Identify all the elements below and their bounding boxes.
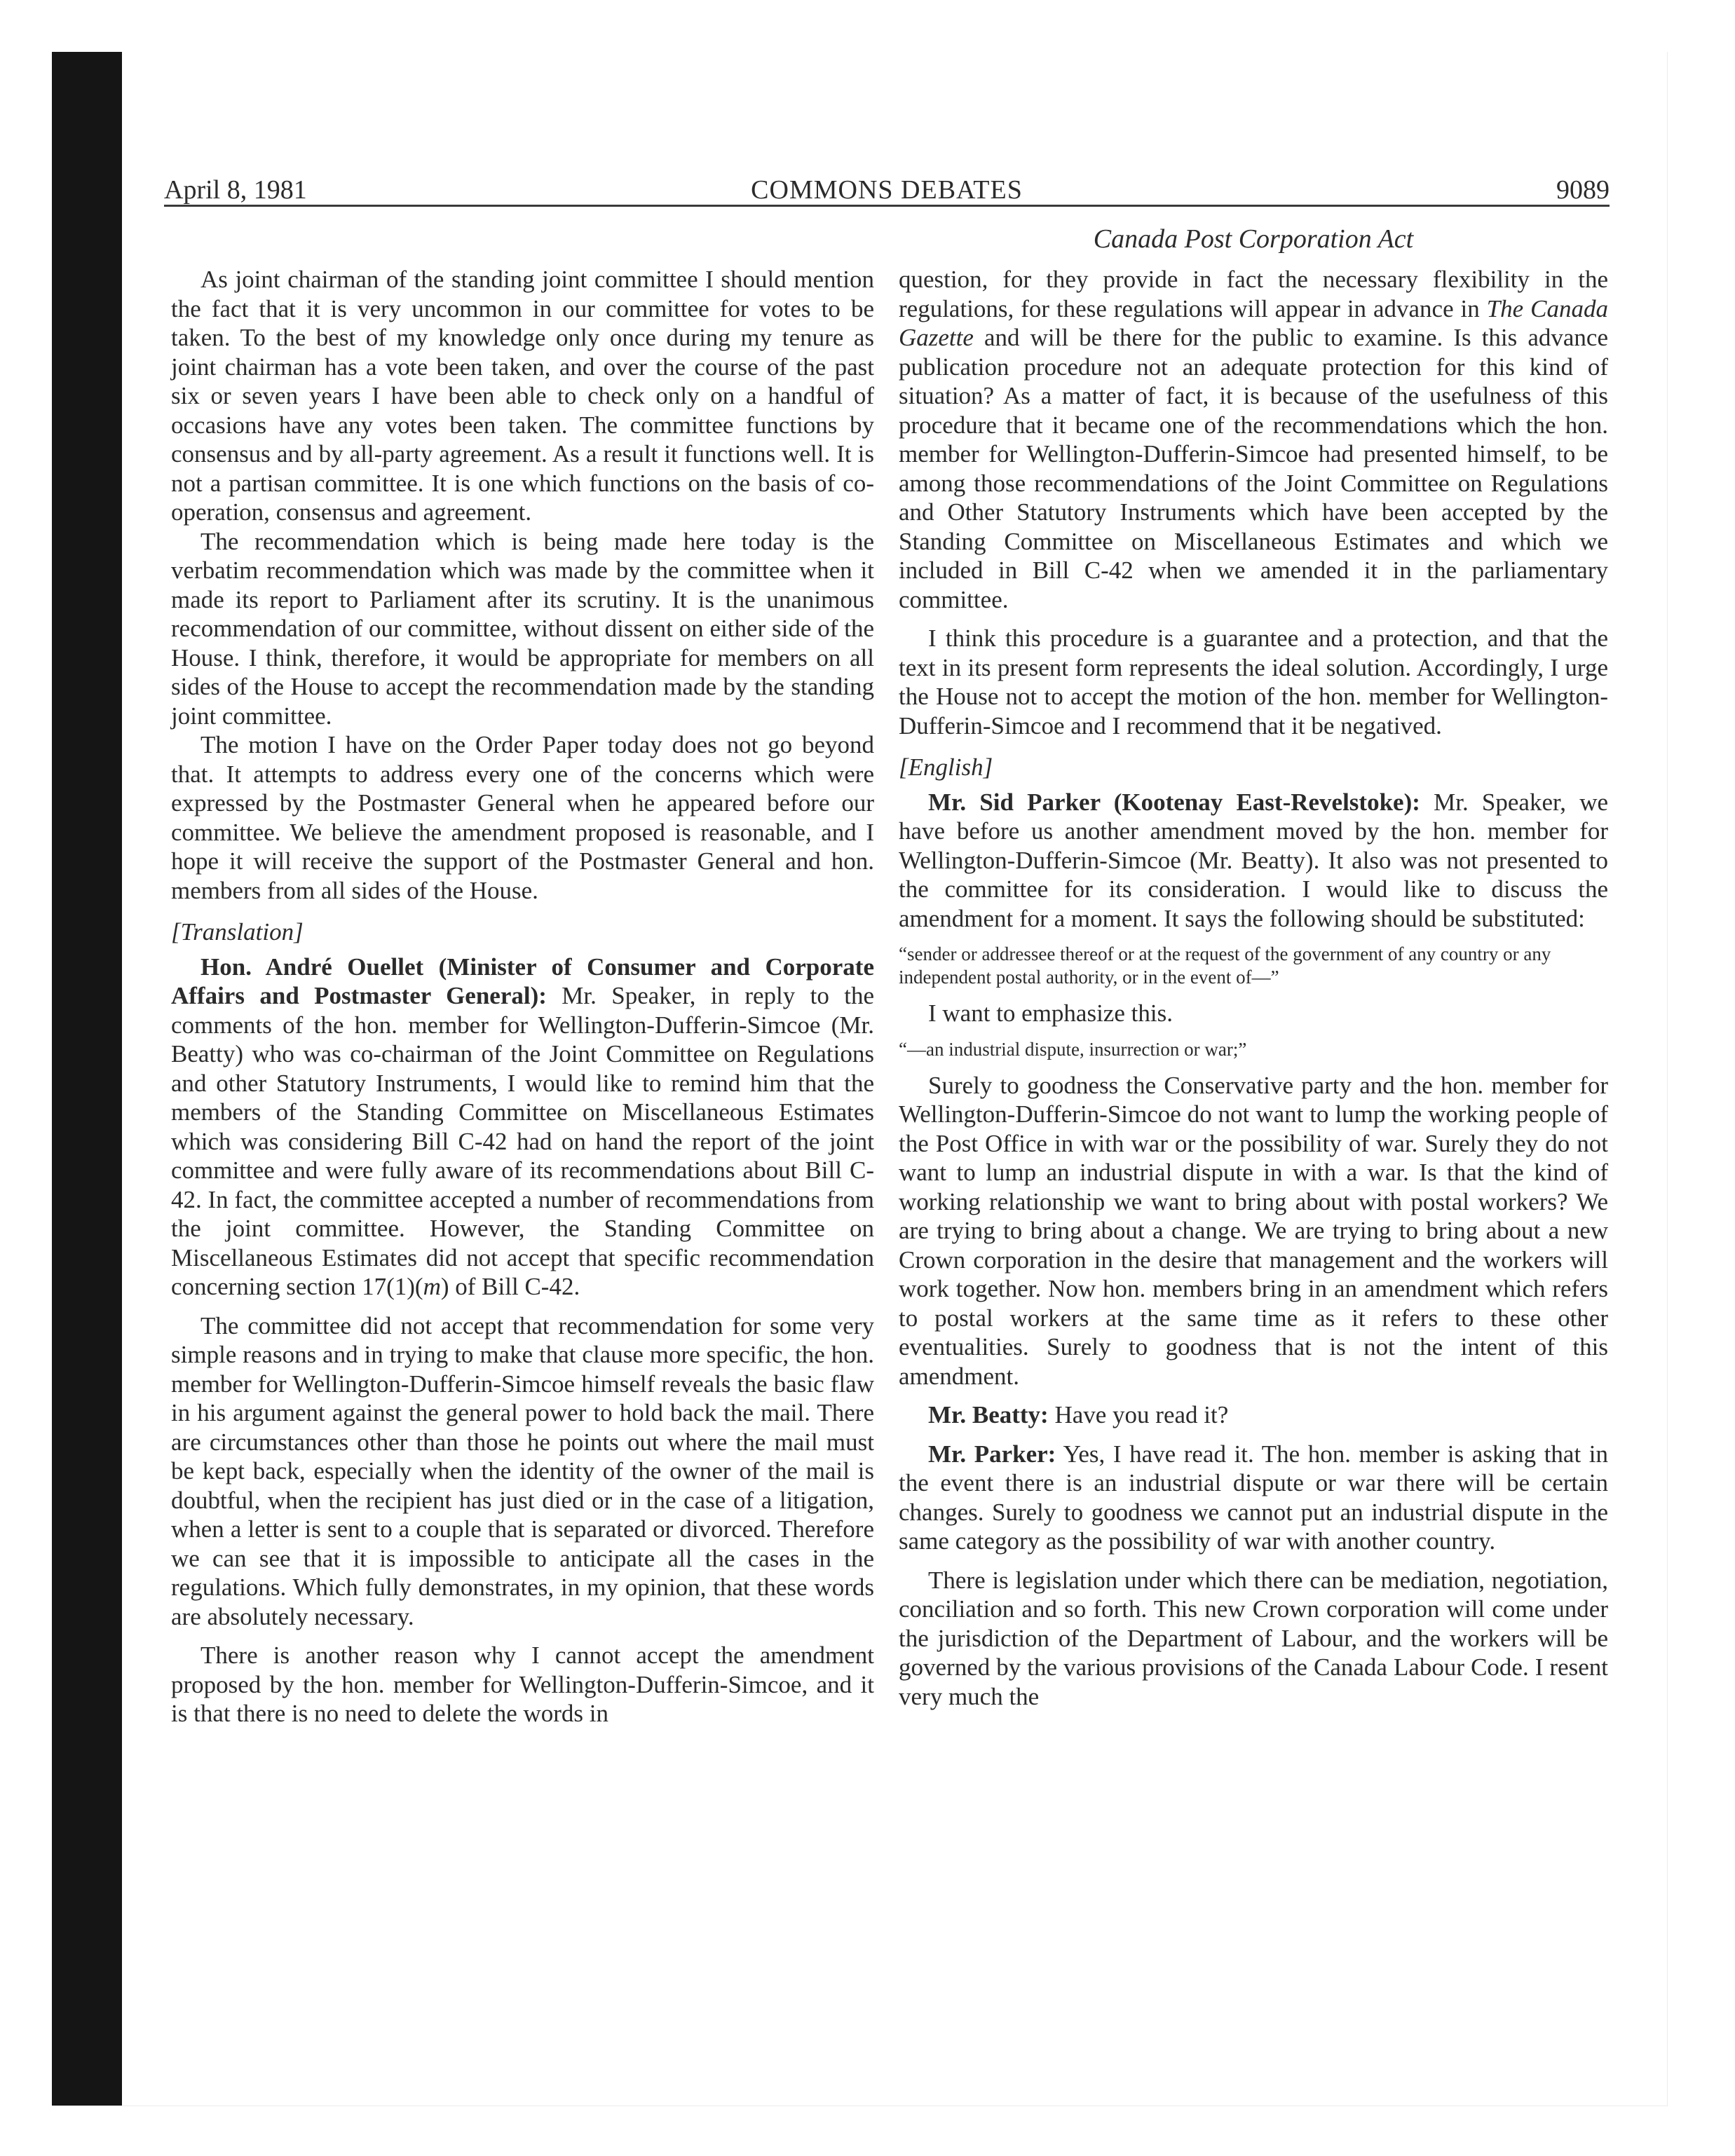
quotation: “—an industrial dispute, insurrection or war;” — [899, 1038, 1247, 1060]
speech-text: and will be there for the public to examine. Is this advance publication procedure not an adequate protection for this kind of situation? As a matter of fact, it is because of the usefulness of this procedure that it became one of the recommendations which the hon. member for Wellington-Dufferin-Simcoe had presented himself, to be among those recommendations of the Joint Committee on Regulations and Other Statutory Instruments which have been accepted by the Standing Committee on Miscellaneous Estimates and which we included in Bill C-42 when we amended it in the parliamentary committee. — [899, 324, 1608, 613]
quotation: “sender or addressee thereof or at the request of the government of any country or any independent postal authority, or in the event of—” — [899, 943, 1551, 988]
speaker-name: Hon. André Ouellet (Minister of Consumer and Corporate Affairs and Postmaster General): — [171, 953, 874, 1009]
speech-parker-2 — [899, 1440, 1608, 1556]
paragraph: There is legislation under which there can be mediation, negotiation, conciliation and so forth. This new Crown corporation will come under the jurisdiction of the Department of Labour, and the workers will be governed by the various provisions of the Canada Labour Code. I resent very much the — [899, 1566, 1608, 1710]
speech-text: Mr. Speaker, in reply to the comments of the hon. member for Wellington-Dufferin-Simcoe (Mr. Beatty) who was co-chairman of the Joint Committee on Regulations and other Statutory Instruments, I would like to remind him that the members of the Standing Committee on Miscellaneous Estimates which was considering Bill C-42 had on hand the report of the joint committee and were fully aware of its recommendations about Bill C-42. In fact, the committee accepted a number of recommendations from the joint committee. However, the Standing Committee on Miscellaneous Estimates did not accept that specific recommendation concerning section 17(1)( — [171, 982, 875, 1300]
speech-parker — [899, 788, 1608, 934]
right-column — [899, 265, 1608, 1711]
speech-text-italic: m — [423, 1273, 441, 1300]
paragraph: I think this procedure is a guarantee and a protection, and that the text in its present form represents the ideal solution. Accordingly, I urge the House not to accept the motion of the hon. member for Wellington-Dufferin-Simcoe and I recommend that it be negatived. — [899, 625, 1608, 739]
paragraph: I want to emphasize this. — [928, 999, 1173, 1027]
speech-text: Have you read it? — [1054, 1401, 1229, 1428]
speech-text: ) of Bill C-42. — [440, 1273, 580, 1300]
paragraph: The motion I have on the Order Paper today does not go beyond that. It attempts to address every one of the concerns which were expressed by the Postmaster General when he appeared before our committee. We believe the amendment proposed is reasonable, and I hope it will receive the support of the Postmaster General and hon. members from all sides of the House. — [171, 731, 874, 904]
speaker-name: Mr. Sid Parker (Kootenay East-Revelstoke): — [928, 788, 1420, 816]
publication-title: The Canada Gazette — [899, 294, 1608, 351]
speech-text: Mr. Speaker, we have before us another amendment moved by the hon. member for Wellington-Dufferin-Simcoe (Mr. Beatty). It also was not presented to the committee for its consideration. I would like to discuss the amendment for a moment. It says the following should be substituted: — [899, 788, 1609, 932]
paragraph-continued — [899, 265, 1608, 614]
paragraph: There is another reason why I cannot accept the amendment proposed by the hon. member for Wellington-Dufferin-Simcoe, and it is that there is no need to delete the words in — [171, 1642, 874, 1727]
section-label-english: [English] — [899, 753, 993, 781]
header-page-number: 9089 — [1556, 175, 1610, 205]
paragraph: Surely to goodness the Conservative party and the hon. member for Wellington-Dufferin-Simcoe do not want to lump the working people of the Post Office in with war or the possibility of war. Surely they do not want to lump an industrial dispute in with a war. Is that the kind of working relationship we want to bring about with postal workers? We are trying to bring about a change. We are trying to bring about a new Crown corporation in the desire that management and the workers will work together. Now hon. members bring in an amendment which refers to postal workers at the same time as it refers to these other eventualities. Surely to goodness that is not the intent of this amendment. — [899, 1071, 1608, 1390]
speech-text: Yes, I have read it. The hon. member is asking that in the event there is an industrial dispute or war there will be certain changes. Surely to goodness we cannot put an industrial dispute in the same category as the possibility of war with another country. — [899, 1440, 1608, 1555]
speaker-name: Mr. Beatty: — [928, 1401, 1049, 1428]
left-column — [171, 265, 874, 1728]
paragraph: The recommendation which is being made here today is the verbatim recommendation which was made by the committee when it made its report to Parliament after its scrutiny. It is the unanimous recommendation of our committee, without dissent on either side of the House. I think, therefore, it would be appropriate for members on all sides of the House to accept the recommendation made by the standing joint committee. — [171, 527, 874, 730]
binding-edge — [52, 52, 122, 2106]
speaker-name: Mr. Parker: — [928, 1440, 1056, 1468]
header-date: April 8, 1981 — [164, 175, 307, 205]
section-label-translation: [Translation] — [171, 918, 304, 946]
header-title: COMMONS DEBATES — [751, 175, 1023, 205]
speech-text: question, for they provide in fact the necessary flexibility in the regulations, for these regulations will appear in advance in — [899, 266, 1608, 322]
speech-beatty — [899, 1400, 1608, 1430]
subject-heading: Canada Post Corporation Act — [1093, 224, 1414, 254]
paragraph: As joint chairman of the standing joint committee I should mention the fact that it is very uncommon in our committee for votes to be taken. To the best of my knowledge only once during my tenure as joint chairman has a vote been taken, and over the course of the past six or seven years I have been able to check only on a handful of occasions have any votes been taken. The committee functions by consensus and by all-party agreement. As a result it functions well. It is not a partisan committee. It is one which functions on the basis of co-operation, consensus and agreement. — [171, 266, 874, 526]
page-header — [164, 175, 1610, 207]
paragraph: The committee did not accept that recommendation for some very simple reasons and in trying to make that clause more specific, the hon. member for Wellington-Dufferin-Simcoe himself reveals the basic flaw in his argument against the general power to hold back the mail. There are circumstances other than those he points out where the mail must be kept back, especially when the identity of the owner of the mail is doubtful, when the recipient has just died or in the case of a litigation, when a letter is sent to a couple that is separated or divorced. Therefore we can see that it is impossible to anticipate all the cases in the regulations. Which fully demonstrates, in my opinion, that these words are absolutely necessary. — [171, 1311, 874, 1630]
speech-ouellet — [171, 953, 874, 1302]
